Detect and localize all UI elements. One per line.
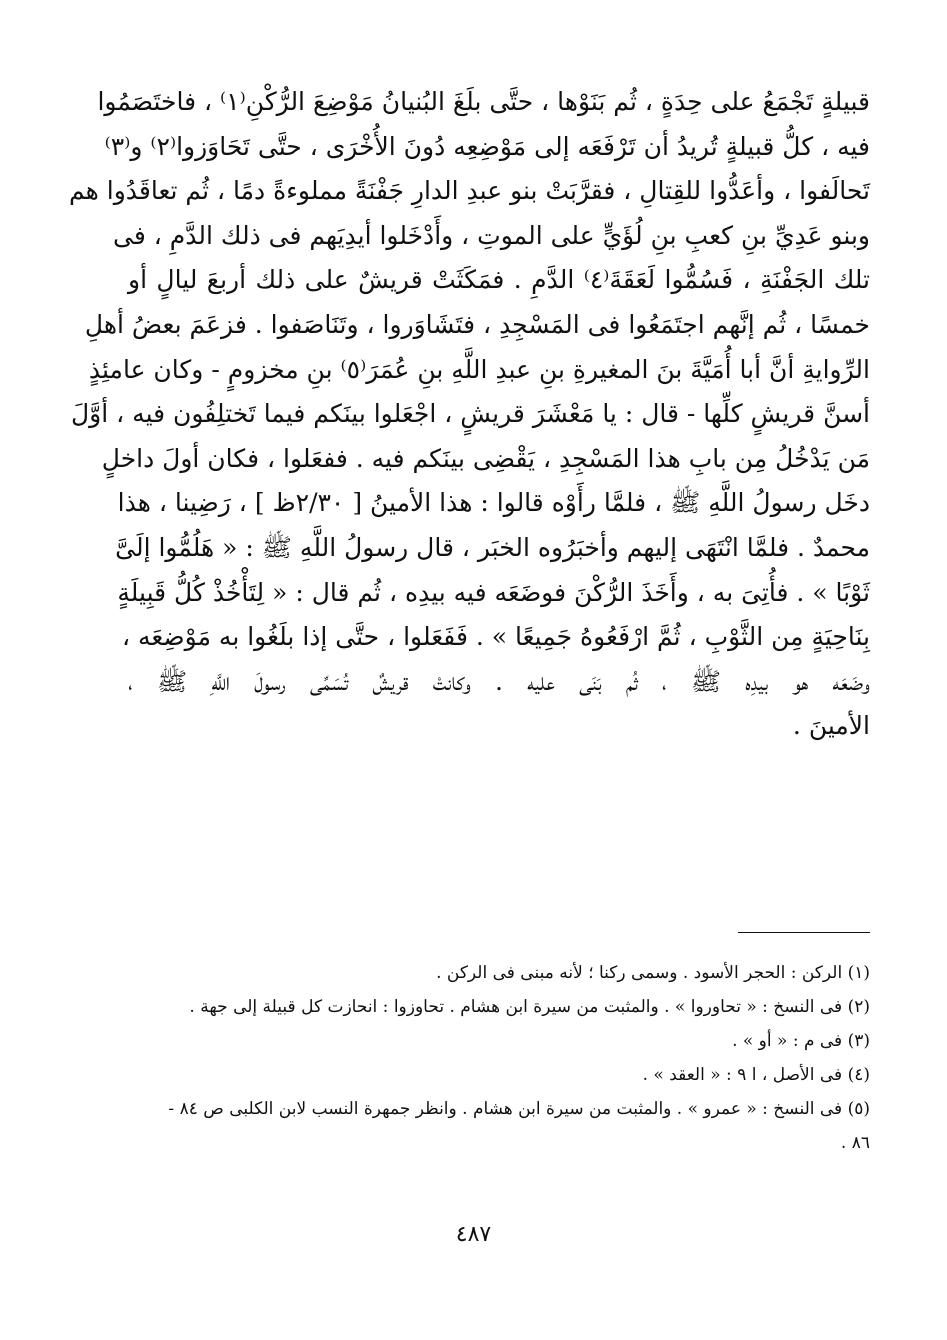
footnote-2: (٢) فى النسخ : « تحاوروا » . والمثبت من سيرة ابن هشام . تحاوزوا : انحازت كل قبيلة إلى جهة . (189, 997, 870, 1017)
text-line: أسنَّ قريشٍ كلِّها - قال : يا مَعْشَرَ قريشٍ ، اجْعَلوا بينَكم فيما تَختلِفُون فيه ، أوَّلَ (71, 399, 870, 429)
text-line: محمدٌ . فلمَّا انْتَهَى إليهم وأخبَرُوه الخبَر ، قال رسولُ اللَّهِ ﷺ : « هَلُمُّوا إلَىَّ (115, 532, 870, 562)
text-line: تَحالَفوا ، وأعَدُّوا للقِتالِ ، فقرَّبَتْ بنو عبدِ الدارِ جَفْنَةً مملوءةً دمًا ، ثُم تعاقَدُوا هم (68, 176, 870, 206)
text-line: فيه ، كلُّ قبيلةٍ تُريدُ أن تَرْفَعَه إلى مَوْضِعِه دُونَ الأُخْرَى ، حتَّى تَحَاوَزوا⁽٢⁾ و⁽٣⁾ (104, 131, 870, 161)
footnote-1: (١) الركن : الحجر الأسود . وسمى ركنا ؛ لأنه مبنى فى الركن . (436, 963, 870, 983)
text-line: الرِّوايةِ أنَّ أبا أُمَيَّةَ بنَ المغيرةِ بنِ عبدِ اللَّهِ بنِ عُمَرَ⁽٥⁾ بنِ مخزومٍ - وكان عامئِذٍ (88, 354, 870, 384)
footnote-5: (٥) فى النسخ : « عمرو » . والمثبت من سيرة ابن هشام . وانظر جمهرة النسب لابن الكلبى ص ٨٤ - (168, 1099, 870, 1119)
text-line: وضَعَه هو بيدِه ﷺ ، ثُم بَنَى عليه . وكانتْ قريشٌ تُسَمِّى رسولَ اللَّهِ ﷺ ، (128, 666, 870, 696)
main-text-block (68, 80, 870, 749)
text-line: قبيلةٍ تَجْمَعُ على حِدَةٍ ، ثُم بَنَوْها ، حتَّى بلَغَ البُنيانُ مَوْضِعَ الرُّكْنِ⁽١⁾ ، فاختَصَمُوا (97, 87, 870, 116)
text-line: مَن يَدْخُلُ مِن بابِ هذا المَسْجِدِ ، يَقْضِى بينَكم فيه . ففعَلوا ، فكان أولَ داخلٍ (101, 443, 870, 473)
text-line: خمسًا ، ثُم إنَّهم اجتَمَعُوا فى المَسْجِدِ ، فتَشَاوَروا ، وتَنَاصَفوا . فزعَمَ بعضُ أهلِ (84, 309, 870, 339)
text-line: دخَل رسولُ اللَّهِ ﷺ ، فلمَّا رأَوْه قالوا : هذا الأمينُ [ ٢/٣٠ظ ] ، رَضِينا ، هذا (117, 488, 870, 518)
page-number: ٤٨٧ (455, 1222, 492, 1247)
text-line: وبنو عَدِيِّ بنِ كعبِ بنِ لُؤَيٍّ على الموتِ ، وأَدْخَلوا أيدِيَهم فى ذلك الدَّمِ ، فى (113, 220, 870, 250)
text-line: تلك الجَفْنَةِ ، فَسُمُّوا لَعَقَةَ⁽٤⁾ الدَّمِ . فمَكَثَتْ قريشٌ على ذلك أربعَ ليالٍ أو (128, 265, 870, 295)
footnotes-block (128, 956, 870, 1160)
text-line: ثَوْبًا » . فأُتِىَ به ، وأَخَذَ الرُّكْنَ فوضَعَه فيه بيدِه ، ثُم قال : « لِتَأْخُذْ كُلُّ قَبِيلَةٍ (117, 577, 870, 607)
text-line: بِنَاحِيَةٍ مِن الثَّوْبِ ، ثُمَّ ارْفَعُوهُ جَمِيعًا » . فَفَعَلوا ، حتَّى إذا بلَغُوا به مَوْضِعَه ، (121, 622, 870, 652)
text-line: الأمينَ . (792, 711, 870, 741)
footnote-5-continuation: ٨٦ . (840, 1133, 870, 1153)
footnote-3: (٣) فى م : « أو » . (732, 1031, 870, 1051)
footnote-4: (٤) فى الأصل ، ا ٩ : « العقد » . (642, 1065, 870, 1085)
footnote-divider (738, 932, 870, 933)
